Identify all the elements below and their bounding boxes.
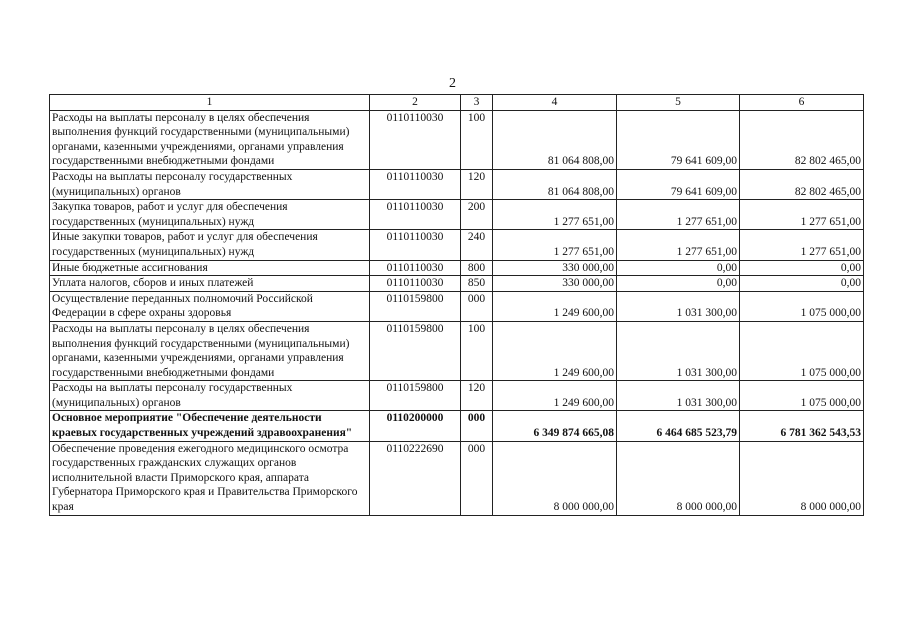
row-kind-cell: 100 [461,321,493,380]
table-row [50,381,864,411]
page-number: 2 [449,76,456,91]
budget-table [49,94,864,516]
row-name-cell: Расходы на выплаты персоналу государственных (муниципальных) органов [50,169,370,199]
row-amount-col5: 1 031 300,00 [617,381,740,411]
row-amount-col6: 6 781 362 543,53 [740,411,864,441]
row-kind-cell: 200 [461,200,493,230]
row-amount-col6: 1 075 000,00 [740,291,864,321]
row-name-cell: Расходы на выплаты персоналу в целях обеспечения выполнения функций государственными (муниципальными) органами, казенными учреждениями, органами управления государственными внебюджетными фондами [50,321,370,380]
row-code-cell: 0110110030 [370,260,461,276]
table-row [50,411,864,441]
row-kind-cell: 000 [461,291,493,321]
table-row [50,321,864,380]
row-amount-col5: 1 277 651,00 [617,230,740,260]
row-name-cell: Закупка товаров, работ и услуг для обеспечения государственных (муниципальных) нужд [50,200,370,230]
row-amount-col4: 8 000 000,00 [493,441,617,515]
row-amount-col6: 1 075 000,00 [740,381,864,411]
row-name-cell: Расходы на выплаты персоналу в целях обеспечения выполнения функций государственными (муниципальными) органами, казенными учреждениями, органами управления государственными внебюджетными фондами [50,110,370,169]
row-name-cell: Осуществление переданных полномочий Российской Федерации в сфере охраны здоровья [50,291,370,321]
row-amount-col4: 1 249 600,00 [493,321,617,380]
table-row [50,276,864,292]
row-kind-cell: 120 [461,169,493,199]
row-amount-col5: 1 031 300,00 [617,291,740,321]
table-row [50,110,864,169]
header-col-2: 2 [370,95,461,111]
row-name-cell: Обеспечение проведения ежегодного медицинского осмотра государственных гражданских служащих органов исполнительной власти Приморского края, аппарата Губернатора Приморского края и Правительства Приморского края [50,441,370,515]
row-amount-col5: 79 641 609,00 [617,110,740,169]
row-amount-col6: 0,00 [740,260,864,276]
row-amount-col6: 8 000 000,00 [740,441,864,515]
row-amount-col4: 1 277 651,00 [493,230,617,260]
row-amount-col6: 1 075 000,00 [740,321,864,380]
row-amount-col6: 1 277 651,00 [740,200,864,230]
row-code-cell: 0110222690 [370,441,461,515]
table-row [50,441,864,515]
row-kind-cell: 850 [461,276,493,292]
row-amount-col4: 81 064 808,00 [493,110,617,169]
row-amount-col4: 81 064 808,00 [493,169,617,199]
row-amount-col4: 1 277 651,00 [493,200,617,230]
row-code-cell: 0110159800 [370,321,461,380]
row-kind-cell: 000 [461,441,493,515]
row-name-cell: Иные закупки товаров, работ и услуг для обеспечения государственных (муниципальных) нужд [50,230,370,260]
row-kind-cell: 100 [461,110,493,169]
row-kind-cell: 240 [461,230,493,260]
table-row [50,169,864,199]
row-amount-col5: 1 277 651,00 [617,200,740,230]
row-code-cell: 0110110030 [370,230,461,260]
row-amount-col5: 0,00 [617,260,740,276]
row-amount-col5: 1 031 300,00 [617,321,740,380]
row-amount-col6: 82 802 465,00 [740,110,864,169]
header-col-4: 4 [493,95,617,111]
row-code-cell: 0110110030 [370,276,461,292]
row-kind-cell: 000 [461,411,493,441]
row-kind-cell: 800 [461,260,493,276]
row-amount-col4: 330 000,00 [493,260,617,276]
row-name-cell: Основное мероприятие "Обеспечение деятельности краевых государственных учреждений здравоохранения" [50,411,370,441]
row-amount-col5: 6 464 685 523,79 [617,411,740,441]
header-col-1: 1 [50,95,370,111]
header-col-6: 6 [740,95,864,111]
row-code-cell: 0110110030 [370,110,461,169]
row-amount-col4: 6 349 874 665,08 [493,411,617,441]
row-code-cell: 0110159800 [370,381,461,411]
table-row [50,260,864,276]
header-col-5: 5 [617,95,740,111]
header-col-3: 3 [461,95,493,111]
row-amount-col4: 1 249 600,00 [493,381,617,411]
row-amount-col4: 330 000,00 [493,276,617,292]
row-amount-col6: 82 802 465,00 [740,169,864,199]
row-amount-col5: 79 641 609,00 [617,169,740,199]
row-code-cell: 0110200000 [370,411,461,441]
table-row [50,291,864,321]
row-amount-col6: 1 277 651,00 [740,230,864,260]
row-amount-col6: 0,00 [740,276,864,292]
row-name-cell: Иные бюджетные ассигнования [50,260,370,276]
row-amount-col4: 1 249 600,00 [493,291,617,321]
row-kind-cell: 120 [461,381,493,411]
row-amount-col5: 8 000 000,00 [617,441,740,515]
row-name-cell: Расходы на выплаты персоналу государственных (муниципальных) органов [50,381,370,411]
row-name-cell: Уплата налогов, сборов и иных платежей [50,276,370,292]
table-header-row [50,95,864,111]
table-row [50,230,864,260]
table-row [50,200,864,230]
row-amount-col5: 0,00 [617,276,740,292]
row-code-cell: 0110110030 [370,200,461,230]
row-code-cell: 0110110030 [370,169,461,199]
row-code-cell: 0110159800 [370,291,461,321]
